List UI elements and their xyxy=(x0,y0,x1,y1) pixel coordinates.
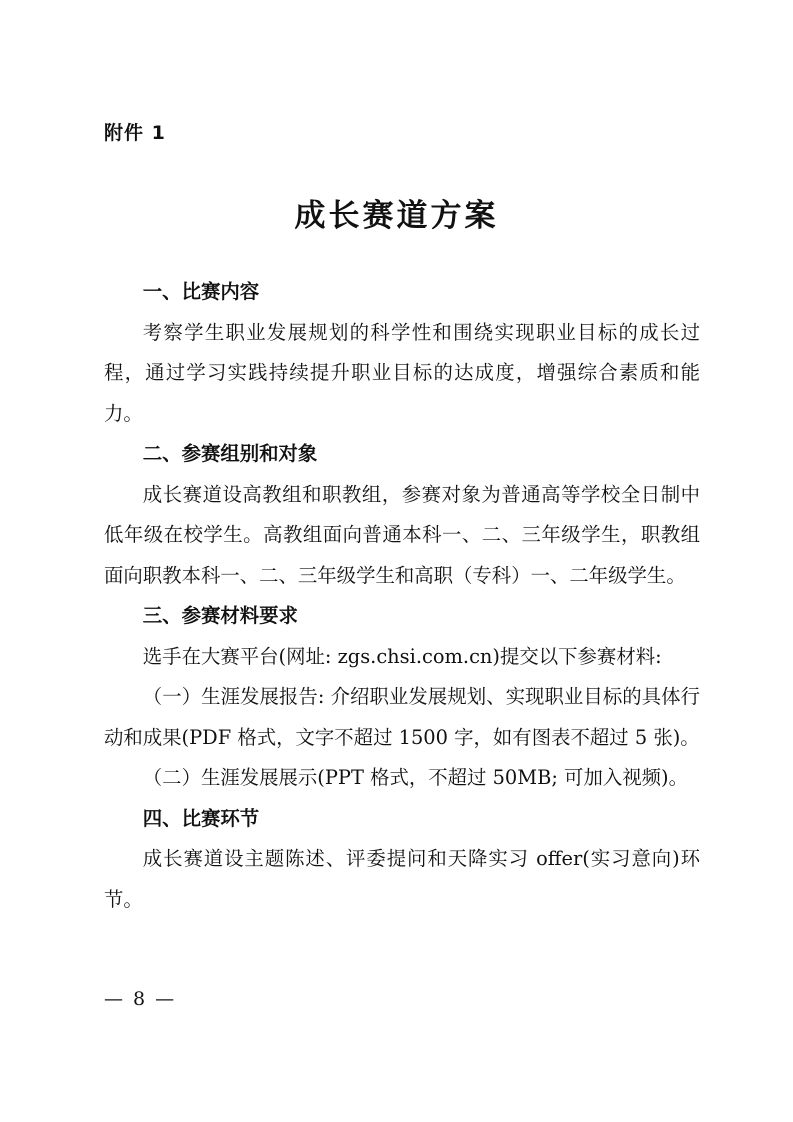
section-paragraph: 选手在大赛平台(网址: zgs.chsi.com.cn)提交以下参赛材料: xyxy=(142,644,662,668)
page-number: — 8 — xyxy=(104,988,177,1010)
section-heading-content: 一、比赛内容 xyxy=(142,280,260,303)
attachment-label: 附件 1 xyxy=(104,122,166,144)
section-paragraph: （一）生涯发展报告: 介绍职业发展规划、实现职业目标的具体行动和成果(PDF 格式，文字不超过 1500 字，如有图表不超过 5 张)。 xyxy=(104,685,700,749)
section-paragraph: （二）生涯发展展示(PPT 格式，不超过 50MB; 可加入视频)。 xyxy=(142,766,688,789)
document-title: 成长赛道方案 xyxy=(294,198,499,234)
section-heading-materials: 三、参赛材料要求 xyxy=(142,604,298,627)
section-paragraph: 成长赛道设高教组和职教组，参赛对象为普通高等学校全日制中低年级在校学生。高教组面向普通本科一、二、三年级学生，职教组面向职教本科一、二、三年级学生和高职（专科）一、二年级学生。 xyxy=(104,482,700,587)
document-body xyxy=(104,272,700,920)
section-heading-groups: 二、参赛组别和对象 xyxy=(142,442,318,465)
section-heading-stages: 四、比赛环节 xyxy=(142,806,260,830)
section-paragraph: 成长赛道设主题陈述、评委提问和天降实习 offer(实习意向)环节。 xyxy=(104,847,700,911)
section-paragraph: 考察学生职业发展规划的科学性和围绕实现职业目标的成长过程，通过学习实践持续提升职业目标的达成度，增强综合素质和能力。 xyxy=(104,320,700,425)
